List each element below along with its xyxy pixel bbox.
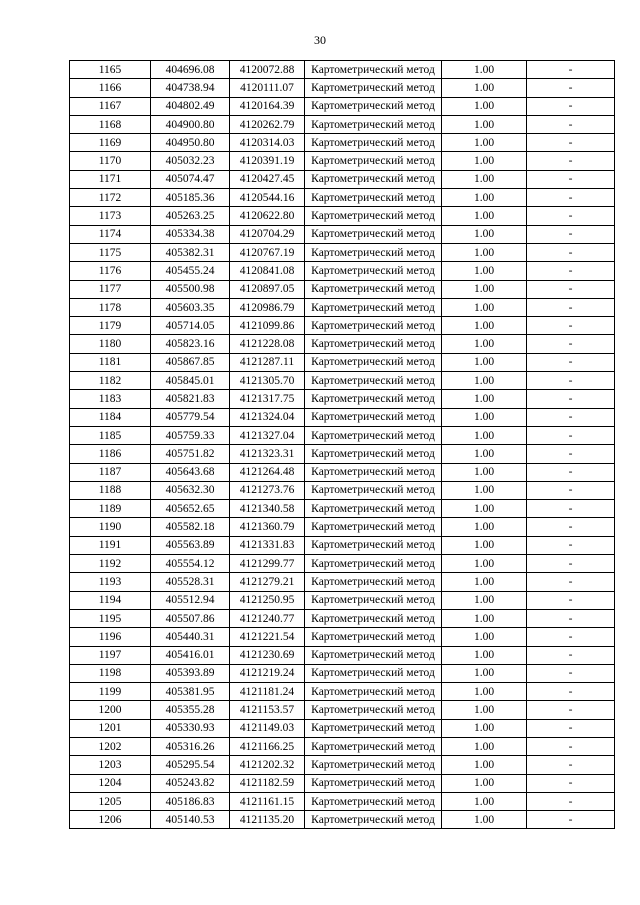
x-coordinate-cell: 404950.80 [151, 134, 230, 152]
x-coordinate-cell: 405632.30 [151, 481, 230, 499]
table-row [70, 683, 615, 701]
description-cell: - [527, 683, 615, 701]
x-coordinate-cell: 405295.54 [151, 756, 230, 774]
accuracy-cell: 1.00 [442, 207, 527, 225]
y-coordinate-cell: 4121240.77 [230, 609, 305, 627]
method-cell: Картометрический метод [305, 243, 442, 261]
x-coordinate-cell: 405032.23 [151, 152, 230, 170]
description-cell: - [527, 646, 615, 664]
accuracy-cell: 1.00 [442, 280, 527, 298]
x-coordinate-cell: 405440.31 [151, 628, 230, 646]
x-coordinate-cell: 405455.24 [151, 262, 230, 280]
description-cell: - [527, 353, 615, 371]
description-cell: - [527, 298, 615, 316]
accuracy-cell: 1.00 [442, 97, 527, 115]
coordinates-table-body [70, 61, 615, 829]
point-number-cell: 1166 [70, 79, 151, 97]
point-number-cell: 1188 [70, 481, 151, 499]
method-cell: Картометрический метод [305, 573, 442, 591]
table-row [70, 701, 615, 719]
table-row [70, 189, 615, 207]
method-cell: Картометрический метод [305, 97, 442, 115]
y-coordinate-cell: 4120767.19 [230, 243, 305, 261]
x-coordinate-cell: 405382.31 [151, 243, 230, 261]
accuracy-cell: 1.00 [442, 774, 527, 792]
table-row [70, 170, 615, 188]
description-cell: - [527, 536, 615, 554]
x-coordinate-cell: 405381.95 [151, 683, 230, 701]
description-cell: - [527, 664, 615, 682]
table-row [70, 628, 615, 646]
y-coordinate-cell: 4121340.58 [230, 500, 305, 518]
method-cell: Картометрический метод [305, 170, 442, 188]
y-coordinate-cell: 4121324.04 [230, 408, 305, 426]
point-number-cell: 1185 [70, 426, 151, 444]
method-cell: Картометрический метод [305, 500, 442, 518]
description-cell: - [527, 573, 615, 591]
point-number-cell: 1204 [70, 774, 151, 792]
description-cell: - [527, 792, 615, 810]
y-coordinate-cell: 4120544.16 [230, 189, 305, 207]
x-coordinate-cell: 405751.82 [151, 445, 230, 463]
method-cell: Картометрический метод [305, 390, 442, 408]
description-cell: - [527, 756, 615, 774]
description-cell: - [527, 500, 615, 518]
y-coordinate-cell: 4121317.75 [230, 390, 305, 408]
description-cell: - [527, 170, 615, 188]
method-cell: Картометрический метод [305, 518, 442, 536]
point-number-cell: 1195 [70, 609, 151, 627]
y-coordinate-cell: 4121202.32 [230, 756, 305, 774]
description-cell: - [527, 701, 615, 719]
x-coordinate-cell: 405554.12 [151, 555, 230, 573]
method-cell: Картометрический метод [305, 628, 442, 646]
y-coordinate-cell: 4121181.24 [230, 683, 305, 701]
point-number-cell: 1194 [70, 591, 151, 609]
description-cell: - [527, 445, 615, 463]
table-row [70, 335, 615, 353]
point-number-cell: 1198 [70, 664, 151, 682]
method-cell: Картометрический метод [305, 463, 442, 481]
y-coordinate-cell: 4120391.19 [230, 152, 305, 170]
method-cell: Картометрический метод [305, 737, 442, 755]
point-number-cell: 1173 [70, 207, 151, 225]
table-row [70, 756, 615, 774]
point-number-cell: 1201 [70, 719, 151, 737]
y-coordinate-cell: 4120841.08 [230, 262, 305, 280]
x-coordinate-cell: 405507.86 [151, 609, 230, 627]
y-coordinate-cell: 4120427.45 [230, 170, 305, 188]
method-cell: Картометрический метод [305, 353, 442, 371]
y-coordinate-cell: 4121323.31 [230, 445, 305, 463]
point-number-cell: 1170 [70, 152, 151, 170]
description-cell: - [527, 335, 615, 353]
x-coordinate-cell: 405821.83 [151, 390, 230, 408]
y-coordinate-cell: 4121287.11 [230, 353, 305, 371]
y-coordinate-cell: 4120111.07 [230, 79, 305, 97]
accuracy-cell: 1.00 [442, 243, 527, 261]
point-number-cell: 1199 [70, 683, 151, 701]
method-cell: Картометрический метод [305, 61, 442, 79]
accuracy-cell: 1.00 [442, 646, 527, 664]
accuracy-cell: 1.00 [442, 536, 527, 554]
accuracy-cell: 1.00 [442, 719, 527, 737]
accuracy-cell: 1.00 [442, 298, 527, 316]
table-row [70, 737, 615, 755]
point-number-cell: 1186 [70, 445, 151, 463]
accuracy-cell: 1.00 [442, 115, 527, 133]
method-cell: Картометрический метод [305, 664, 442, 682]
description-cell: - [527, 390, 615, 408]
method-cell: Картометрический метод [305, 811, 442, 829]
description-cell: - [527, 225, 615, 243]
table-row [70, 481, 615, 499]
table-row [70, 646, 615, 664]
method-cell: Картометрический метод [305, 298, 442, 316]
table-row [70, 115, 615, 133]
y-coordinate-cell: 4120704.29 [230, 225, 305, 243]
description-cell: - [527, 463, 615, 481]
description-cell: - [527, 79, 615, 97]
method-cell: Картометрический метод [305, 683, 442, 701]
x-coordinate-cell: 405074.47 [151, 170, 230, 188]
y-coordinate-cell: 4121182.59 [230, 774, 305, 792]
x-coordinate-cell: 405393.89 [151, 664, 230, 682]
table-row [70, 134, 615, 152]
method-cell: Картометрический метод [305, 134, 442, 152]
y-coordinate-cell: 4121149.03 [230, 719, 305, 737]
description-cell: - [527, 152, 615, 170]
coordinates-table [69, 60, 615, 829]
accuracy-cell: 1.00 [442, 79, 527, 97]
description-cell: - [527, 243, 615, 261]
accuracy-cell: 1.00 [442, 701, 527, 719]
accuracy-cell: 1.00 [442, 463, 527, 481]
accuracy-cell: 1.00 [442, 152, 527, 170]
method-cell: Картометрический метод [305, 555, 442, 573]
y-coordinate-cell: 4121273.76 [230, 481, 305, 499]
accuracy-cell: 1.00 [442, 609, 527, 627]
method-cell: Картометрический метод [305, 701, 442, 719]
x-coordinate-cell: 404802.49 [151, 97, 230, 115]
table-row [70, 262, 615, 280]
page-number: 30 [314, 33, 326, 47]
description-cell: - [527, 628, 615, 646]
table-row [70, 591, 615, 609]
table-row [70, 372, 615, 390]
x-coordinate-cell: 405652.65 [151, 500, 230, 518]
method-cell: Картометрический метод [305, 207, 442, 225]
table-row [70, 555, 615, 573]
method-cell: Картометрический метод [305, 646, 442, 664]
point-number-cell: 1193 [70, 573, 151, 591]
method-cell: Картометрический метод [305, 115, 442, 133]
y-coordinate-cell: 4121221.54 [230, 628, 305, 646]
table-row [70, 207, 615, 225]
method-cell: Картометрический метод [305, 792, 442, 810]
point-number-cell: 1190 [70, 518, 151, 536]
point-number-cell: 1203 [70, 756, 151, 774]
accuracy-cell: 1.00 [442, 262, 527, 280]
method-cell: Картометрический метод [305, 372, 442, 390]
x-coordinate-cell: 405140.53 [151, 811, 230, 829]
point-number-cell: 1196 [70, 628, 151, 646]
description-cell: - [527, 61, 615, 79]
point-number-cell: 1182 [70, 372, 151, 390]
x-coordinate-cell: 405330.93 [151, 719, 230, 737]
x-coordinate-cell: 405643.68 [151, 463, 230, 481]
accuracy-cell: 1.00 [442, 573, 527, 591]
y-coordinate-cell: 4120164.39 [230, 97, 305, 115]
description-cell: - [527, 317, 615, 335]
method-cell: Картометрический метод [305, 719, 442, 737]
accuracy-cell: 1.00 [442, 445, 527, 463]
y-coordinate-cell: 4120072.88 [230, 61, 305, 79]
x-coordinate-cell: 405334.38 [151, 225, 230, 243]
x-coordinate-cell: 405563.89 [151, 536, 230, 554]
method-cell: Картометрический метод [305, 426, 442, 444]
y-coordinate-cell: 4121161.15 [230, 792, 305, 810]
y-coordinate-cell: 4120314.03 [230, 134, 305, 152]
description-cell: - [527, 134, 615, 152]
description-cell: - [527, 372, 615, 390]
table-row [70, 792, 615, 810]
table-row [70, 463, 615, 481]
table-row [70, 97, 615, 115]
y-coordinate-cell: 4121099.86 [230, 317, 305, 335]
accuracy-cell: 1.00 [442, 189, 527, 207]
description-cell: - [527, 408, 615, 426]
method-cell: Картометрический метод [305, 445, 442, 463]
y-coordinate-cell: 4120622.80 [230, 207, 305, 225]
table-row [70, 225, 615, 243]
x-coordinate-cell: 405243.82 [151, 774, 230, 792]
description-cell: - [527, 737, 615, 755]
method-cell: Картометрический метод [305, 408, 442, 426]
point-number-cell: 1181 [70, 353, 151, 371]
point-number-cell: 1180 [70, 335, 151, 353]
accuracy-cell: 1.00 [442, 756, 527, 774]
y-coordinate-cell: 4121264.48 [230, 463, 305, 481]
y-coordinate-cell: 4121327.04 [230, 426, 305, 444]
description-cell: - [527, 811, 615, 829]
table-row [70, 664, 615, 682]
method-cell: Картометрический метод [305, 317, 442, 335]
accuracy-cell: 1.00 [442, 225, 527, 243]
table-row [70, 426, 615, 444]
point-number-cell: 1179 [70, 317, 151, 335]
point-number-cell: 1177 [70, 280, 151, 298]
method-cell: Картометрический метод [305, 774, 442, 792]
point-number-cell: 1189 [70, 500, 151, 518]
y-coordinate-cell: 4121360.79 [230, 518, 305, 536]
x-coordinate-cell: 404900.80 [151, 115, 230, 133]
method-cell: Картометрический метод [305, 591, 442, 609]
table-row [70, 317, 615, 335]
x-coordinate-cell: 405845.01 [151, 372, 230, 390]
y-coordinate-cell: 4121166.25 [230, 737, 305, 755]
table-row [70, 390, 615, 408]
table-row [70, 536, 615, 554]
table-row [70, 298, 615, 316]
description-cell: - [527, 426, 615, 444]
accuracy-cell: 1.00 [442, 317, 527, 335]
y-coordinate-cell: 4120986.79 [230, 298, 305, 316]
description-cell: - [527, 774, 615, 792]
method-cell: Картометрический метод [305, 152, 442, 170]
accuracy-cell: 1.00 [442, 353, 527, 371]
table-row [70, 79, 615, 97]
x-coordinate-cell: 404696.08 [151, 61, 230, 79]
description-cell: - [527, 719, 615, 737]
x-coordinate-cell: 405316.26 [151, 737, 230, 755]
accuracy-cell: 1.00 [442, 408, 527, 426]
description-cell: - [527, 262, 615, 280]
y-coordinate-cell: 4120897.05 [230, 280, 305, 298]
point-number-cell: 1202 [70, 737, 151, 755]
accuracy-cell: 1.00 [442, 500, 527, 518]
accuracy-cell: 1.00 [442, 61, 527, 79]
y-coordinate-cell: 4121279.21 [230, 573, 305, 591]
x-coordinate-cell: 405779.54 [151, 408, 230, 426]
x-coordinate-cell: 405759.33 [151, 426, 230, 444]
point-number-cell: 1175 [70, 243, 151, 261]
table-row [70, 152, 615, 170]
description-cell: - [527, 280, 615, 298]
table-row [70, 280, 615, 298]
accuracy-cell: 1.00 [442, 792, 527, 810]
x-coordinate-cell: 405185.36 [151, 189, 230, 207]
method-cell: Картометрический метод [305, 280, 442, 298]
description-cell: - [527, 207, 615, 225]
accuracy-cell: 1.00 [442, 591, 527, 609]
method-cell: Картометрический метод [305, 79, 442, 97]
accuracy-cell: 1.00 [442, 481, 527, 499]
point-number-cell: 1197 [70, 646, 151, 664]
table-row [70, 353, 615, 371]
x-coordinate-cell: 405582.18 [151, 518, 230, 536]
table-row [70, 61, 615, 79]
description-cell: - [527, 518, 615, 536]
point-number-cell: 1191 [70, 536, 151, 554]
x-coordinate-cell: 405867.85 [151, 353, 230, 371]
point-number-cell: 1192 [70, 555, 151, 573]
point-number-cell: 1172 [70, 189, 151, 207]
method-cell: Картометрический метод [305, 536, 442, 554]
method-cell: Картометрический метод [305, 225, 442, 243]
table-row [70, 445, 615, 463]
point-number-cell: 1176 [70, 262, 151, 280]
point-number-cell: 1174 [70, 225, 151, 243]
accuracy-cell: 1.00 [442, 811, 527, 829]
y-coordinate-cell: 4121135.20 [230, 811, 305, 829]
table-row [70, 609, 615, 627]
x-coordinate-cell: 405263.25 [151, 207, 230, 225]
point-number-cell: 1167 [70, 97, 151, 115]
table-row [70, 573, 615, 591]
method-cell: Картометрический метод [305, 756, 442, 774]
x-coordinate-cell: 405528.31 [151, 573, 230, 591]
accuracy-cell: 1.00 [442, 372, 527, 390]
accuracy-cell: 1.00 [442, 664, 527, 682]
y-coordinate-cell: 4120262.79 [230, 115, 305, 133]
accuracy-cell: 1.00 [442, 335, 527, 353]
description-cell: - [527, 481, 615, 499]
y-coordinate-cell: 4121219.24 [230, 664, 305, 682]
point-number-cell: 1169 [70, 134, 151, 152]
point-number-cell: 1165 [70, 61, 151, 79]
description-cell: - [527, 609, 615, 627]
y-coordinate-cell: 4121250.95 [230, 591, 305, 609]
method-cell: Картометрический метод [305, 189, 442, 207]
table-row [70, 774, 615, 792]
table-row [70, 408, 615, 426]
table-row [70, 243, 615, 261]
x-coordinate-cell: 405186.83 [151, 792, 230, 810]
table-row [70, 811, 615, 829]
x-coordinate-cell: 404738.94 [151, 79, 230, 97]
y-coordinate-cell: 4121305.70 [230, 372, 305, 390]
accuracy-cell: 1.00 [442, 628, 527, 646]
x-coordinate-cell: 405416.01 [151, 646, 230, 664]
accuracy-cell: 1.00 [442, 683, 527, 701]
accuracy-cell: 1.00 [442, 555, 527, 573]
description-cell: - [527, 591, 615, 609]
accuracy-cell: 1.00 [442, 170, 527, 188]
y-coordinate-cell: 4121331.83 [230, 536, 305, 554]
accuracy-cell: 1.00 [442, 518, 527, 536]
y-coordinate-cell: 4121228.08 [230, 335, 305, 353]
point-number-cell: 1205 [70, 792, 151, 810]
y-coordinate-cell: 4121299.77 [230, 555, 305, 573]
accuracy-cell: 1.00 [442, 390, 527, 408]
method-cell: Картометрический метод [305, 335, 442, 353]
point-number-cell: 1171 [70, 170, 151, 188]
method-cell: Картометрический метод [305, 609, 442, 627]
x-coordinate-cell: 405603.35 [151, 298, 230, 316]
description-cell: - [527, 555, 615, 573]
x-coordinate-cell: 405512.94 [151, 591, 230, 609]
y-coordinate-cell: 4121153.57 [230, 701, 305, 719]
x-coordinate-cell: 405823.16 [151, 335, 230, 353]
point-number-cell: 1183 [70, 390, 151, 408]
point-number-cell: 1206 [70, 811, 151, 829]
accuracy-cell: 1.00 [442, 737, 527, 755]
x-coordinate-cell: 405500.98 [151, 280, 230, 298]
x-coordinate-cell: 405714.05 [151, 317, 230, 335]
table-row [70, 500, 615, 518]
description-cell: - [527, 189, 615, 207]
accuracy-cell: 1.00 [442, 426, 527, 444]
point-number-cell: 1184 [70, 408, 151, 426]
description-cell: - [527, 115, 615, 133]
point-number-cell: 1178 [70, 298, 151, 316]
y-coordinate-cell: 4121230.69 [230, 646, 305, 664]
x-coordinate-cell: 405355.28 [151, 701, 230, 719]
accuracy-cell: 1.00 [442, 134, 527, 152]
table-row [70, 719, 615, 737]
description-cell: - [527, 97, 615, 115]
table-row [70, 518, 615, 536]
point-number-cell: 1187 [70, 463, 151, 481]
point-number-cell: 1200 [70, 701, 151, 719]
method-cell: Картометрический метод [305, 481, 442, 499]
point-number-cell: 1168 [70, 115, 151, 133]
method-cell: Картометрический метод [305, 262, 442, 280]
